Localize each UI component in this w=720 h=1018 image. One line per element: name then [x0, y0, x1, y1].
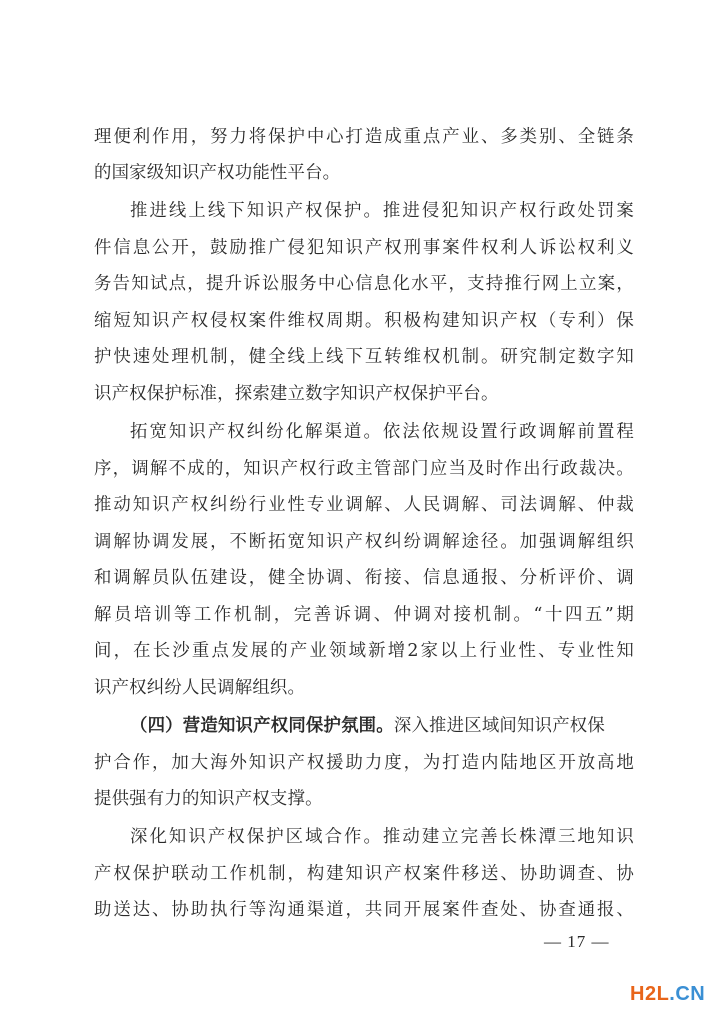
text-line: 调解协调发展，不断拓宽知识产权纠纷调解途径。加强调解组织 [94, 532, 634, 552]
section-heading-line [130, 712, 634, 740]
text-line: 推动知识产权纠纷行业性专业调解、人民调解、司法调解、仲裁 [94, 495, 634, 515]
text-line: 识产权保护标准，探索建立数字知识产权保护平台。 [94, 384, 499, 404]
page-number: — 17 — [544, 932, 610, 951]
paragraph-first-line: 拓宽知识产权纠纷化解渠道。依法依规设置行政调解前置程 [130, 422, 634, 442]
text-line: 护快速处理机制，健全线上线下互转维权机制。研究制定数字知 [94, 347, 634, 367]
text-line: 解员培训等工作机制，完善诉调、仲调对接机制。“十四五”期 [94, 605, 634, 625]
text-line: 间，在长沙重点发展的产业领域新增2家以上行业性、专业性知 [94, 641, 634, 661]
text-line: 理便利作用，努力将保护中心打造成重点产业、多类别、全链条 [94, 127, 634, 147]
text-line: 件信息公开，鼓励推广侵犯知识产权刑事案件权利人诉讼权利义 [94, 238, 634, 258]
text-line: 护合作，加大海外知识产权援助力度，为打造内陆地区开放高地 [94, 753, 634, 773]
watermark-part: H2L [630, 983, 670, 1005]
text-line: 缩短知识产权侵权案件维权周期。积极构建知识产权（专利）保 [94, 311, 634, 331]
text-line: 提供强有力的知识产权支撑。 [94, 789, 323, 809]
paragraph-first-line: 深化知识产权保护区域合作。推动建立完善长株潭三地知识 [130, 827, 634, 847]
watermark-logo [630, 982, 705, 1006]
text-line: 助送达、协助执行等沟通渠道，共同开展案件查处、协查通报、 [94, 900, 634, 920]
text-line: 务告知试点，提升诉讼服务中心信息化水平，支持推行网上立案， [94, 274, 634, 294]
text-line: 序，调解不成的，知识产权行政主管部门应当及时作出行政裁决。 [94, 459, 634, 479]
text-line: 识产权纠纷人民调解组织。 [94, 678, 306, 698]
watermark-part: .CN [669, 983, 706, 1005]
text-line: 产权保护联动工作机制，构建知识产权案件移送、协助调查、协 [94, 864, 634, 884]
text-run: 深入推进区域间知识产权保 [393, 716, 605, 736]
section-heading: （四）营造知识产权同保护氛围。 [130, 716, 394, 736]
text-line: 的国家级知识产权功能性平台。 [94, 163, 341, 183]
paragraph-first-line: 推进线上线下知识产权保护。推进侵犯知识产权行政处罚案 [130, 201, 634, 221]
text-line: 和调解员队伍建设，健全协调、衔接、信息通报、分析评价、调 [94, 568, 634, 588]
